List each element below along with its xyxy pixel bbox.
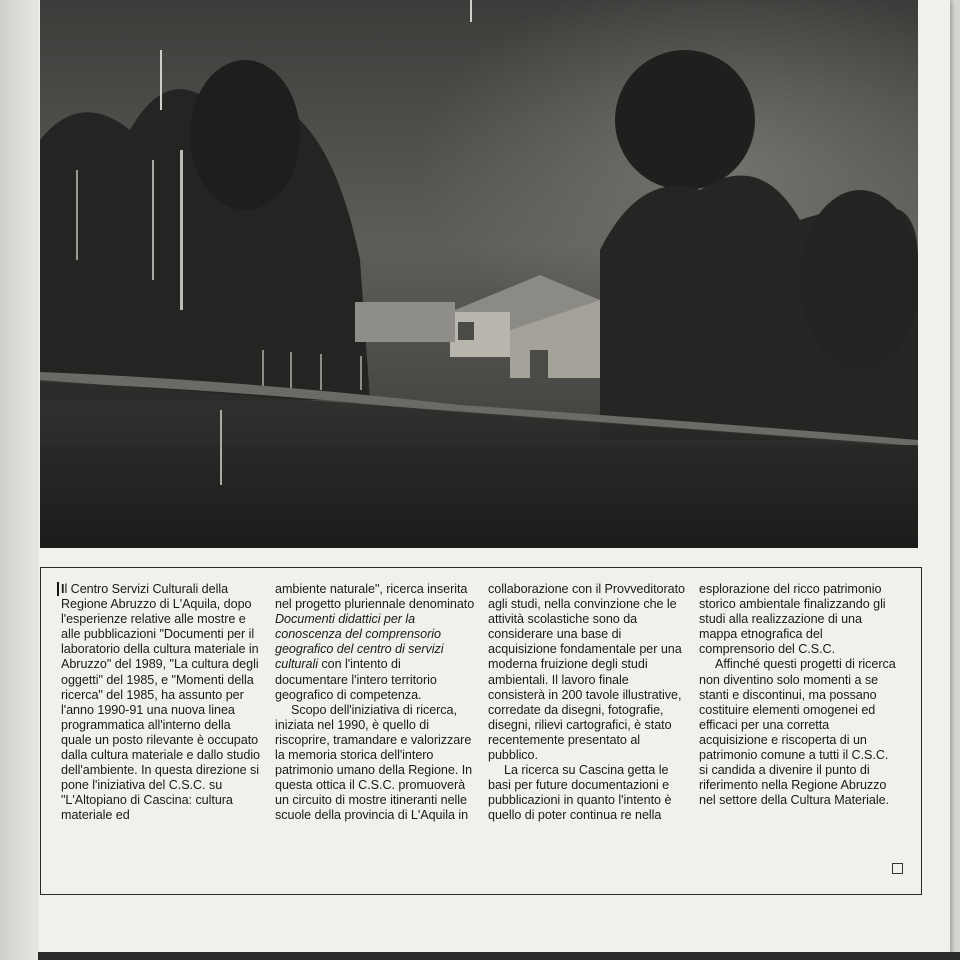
column-4-paragraph-2: Affinché questi progetti di ricerca non diventino solo momenti a se stanti e discontinui, ma possano costituire elementi omogenei ed efficaci per una corretta acquisizione e riscoperta di un patrimonio comune a tutti il C.S.C. si candida a divenire il punto di riferimento nella Regione Abruzzo nel settore della Cultura Materiale. <box>699 657 896 808</box>
article-column-4 <box>699 582 899 808</box>
column-2-paragraph-2: Scopo dell'iniziativa di ricerca, iniziata nel 1990, è quello di riscoprire, tramandare e valorizzare la memoria storica dell'intero patrimonio umano della Regione. In questa ottica il C.S.C. promuoverà un circuito di mostre itineranti nelle scuole della provincia di L'Aquila in <box>275 702 473 823</box>
column-1-text: l Centro Servizi Culturali della Regione Abruzzo di L'Aquila, dopo l'esperienze relative alle mostre e alle pubblicazioni "Documenti per il laboratorio della cultura materiale in Abruzzo" del 1989, "La cultura degli oggetti" del 1985, e "Momenti della ricerca" del 1985, ha assunto per l'anno 1990-91 una nuova linea programmatica all'interno della quale un posto rilevante è occupato dalla cultura materiale e dallo studio dell'ambiente. In questa direzione si pone l'iniziativa del C.S.C. su "L'Altopiano di Cascina: cultura materiale ed <box>61 582 261 823</box>
newspaper-clipping <box>38 0 950 955</box>
article-body <box>40 567 922 895</box>
project-title-italic: Documenti didattici per la conoscenza del comprensorio geografico del centro di servizi culturali <box>275 612 444 672</box>
article-column-2 <box>275 582 475 824</box>
landscape-photo <box>40 0 918 548</box>
bottom-edge <box>38 952 960 960</box>
column-4-paragraph-1: esplorazione del ricco patrimonio storico ambientale finalizzando gli studi alla realizzazione di una mappa etnografica del comprensorio del C.S.C. <box>699 582 886 657</box>
column-2-text-b: con l'intento di documentare l'intero territorio geografico di competenza. <box>275 657 437 702</box>
drop-cap: I <box>57 582 64 596</box>
end-mark-icon <box>892 863 903 874</box>
column-3-paragraph-1: collaborazione con il Provveditorato agli studi, nella convinzione che le attività scolastiche sono da considerare una base di acquisizione fondamentale per una moderna fruizione degli studi ambientali. Il lavoro finale consisterà in 200 tavole illustrative, corredate da disegni, fotografie, disegni, rilievi cartografici, è stato recentemente presentato al pubblico. <box>488 582 686 763</box>
article-column-3 <box>488 582 688 824</box>
landscape-photo-image <box>40 0 918 548</box>
background-surface <box>0 0 38 960</box>
column-3-paragraph-2: La ricerca su Cascina getta le basi per future documentazioni e pubblicazioni in quanto l'intento è quello di poter continua re nella <box>488 763 672 823</box>
column-2-text-a: ambiente naturale", ricerca inserita nel progetto pluriennale denominato <box>275 582 475 612</box>
article-column-1 <box>61 582 261 824</box>
